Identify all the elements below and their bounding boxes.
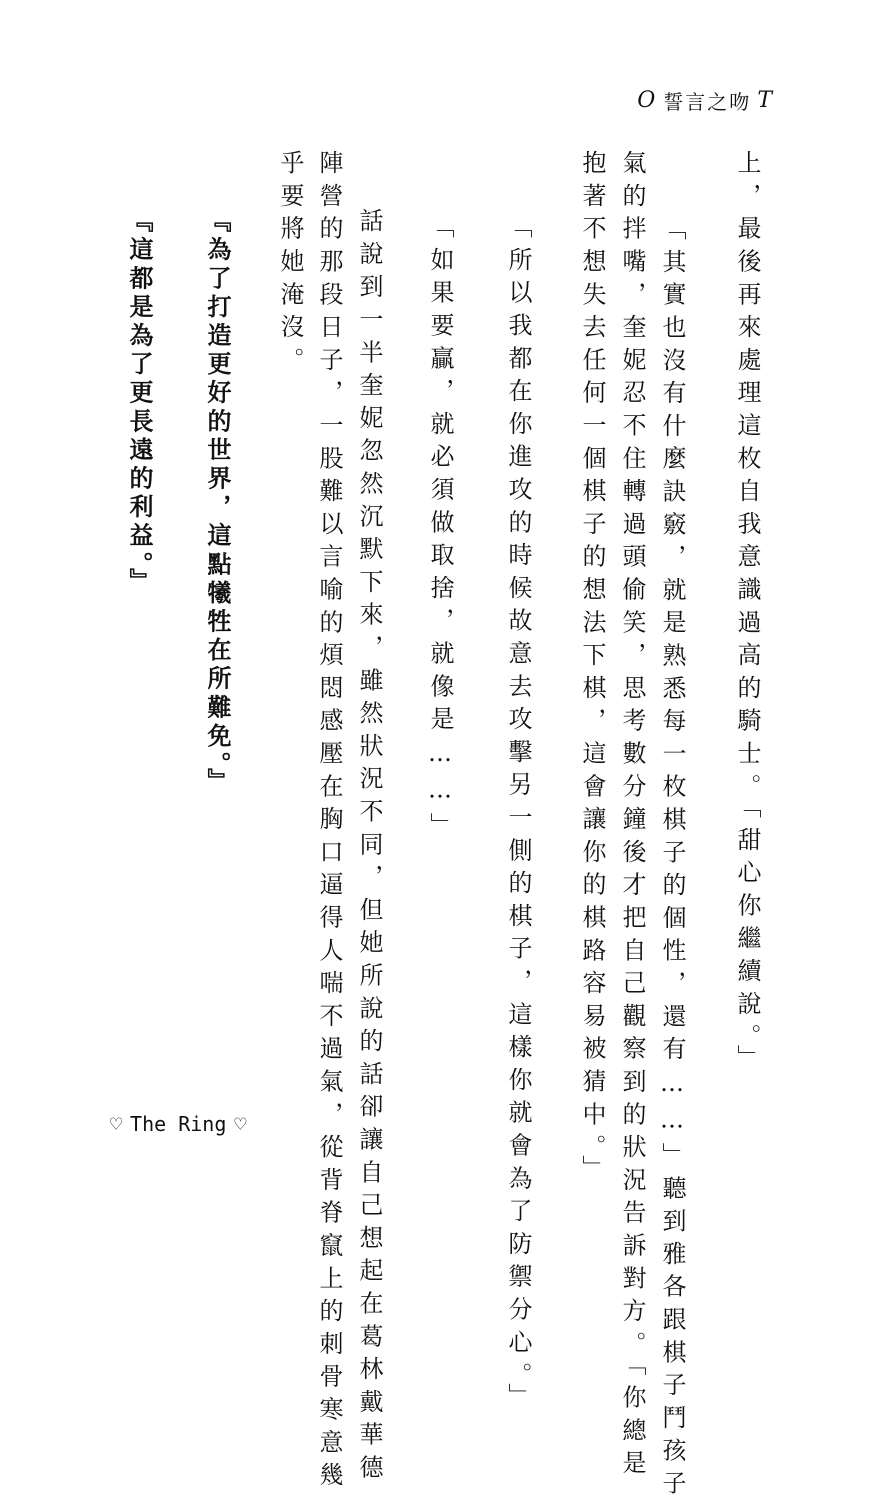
heart-icon: ♡ (110, 1112, 123, 1136)
text-column-2: 「其實也沒有什麼訣竅，就是熟悉每一枚棋子的個性，還有……」聽到雅各跟棋子鬥孩子 (658, 216, 686, 1503)
quote-column-1: 『為了打造更好的世界，這點犧牲在所難免。』 (203, 208, 231, 797)
running-footer (110, 1112, 246, 1136)
heart-icon: ♡ (234, 1112, 247, 1136)
text-column-4: 抱著不想失去任何一個棋子的想法下棋，這會讓你的棋路容易被猜中。」 (578, 150, 606, 1188)
series-title: The Ring (130, 1112, 227, 1136)
book-title: 誓言之吻 (663, 90, 752, 114)
text-column-1: 上，最後再來處理這枚自我意識過高的騎士。「甜心你繼續說。」 (733, 150, 761, 1078)
header-left-ornament: O (637, 88, 658, 113)
running-header (637, 86, 774, 115)
quote-column-2: 『這都是為了更長遠的利益。』 (125, 208, 153, 597)
text-column-3: 氣的拌嘴，奎妮忍不住轉過頭偷笑，思考數分鐘後才把自己觀察到的狀況告訴對方。「你總是 (618, 150, 646, 1483)
text-column-5: 「所以我都在你進攻的時候故意去攻擊另一側的棋子，這樣你就會為了防禦分心。」 (504, 214, 532, 1416)
text-column-7: 話說到一半奎妮忽然沉默下來，雖然狀況不同，但她所說的話卻讓自己想起在葛林戴華德 (355, 208, 383, 1488)
text-column-8: 陣營的那段日子，一股難以言喻的煩悶感壓在胸口逼得人喘不過氣，從背脊竄上的刺骨寒意幾 (315, 150, 343, 1495)
text-column-9: 乎要將她淹沒。 (276, 150, 304, 380)
text-column-6: 「如果要贏，就必須做取捨，就像是……」 (426, 214, 454, 846)
header-right-ornament: T (757, 88, 774, 113)
